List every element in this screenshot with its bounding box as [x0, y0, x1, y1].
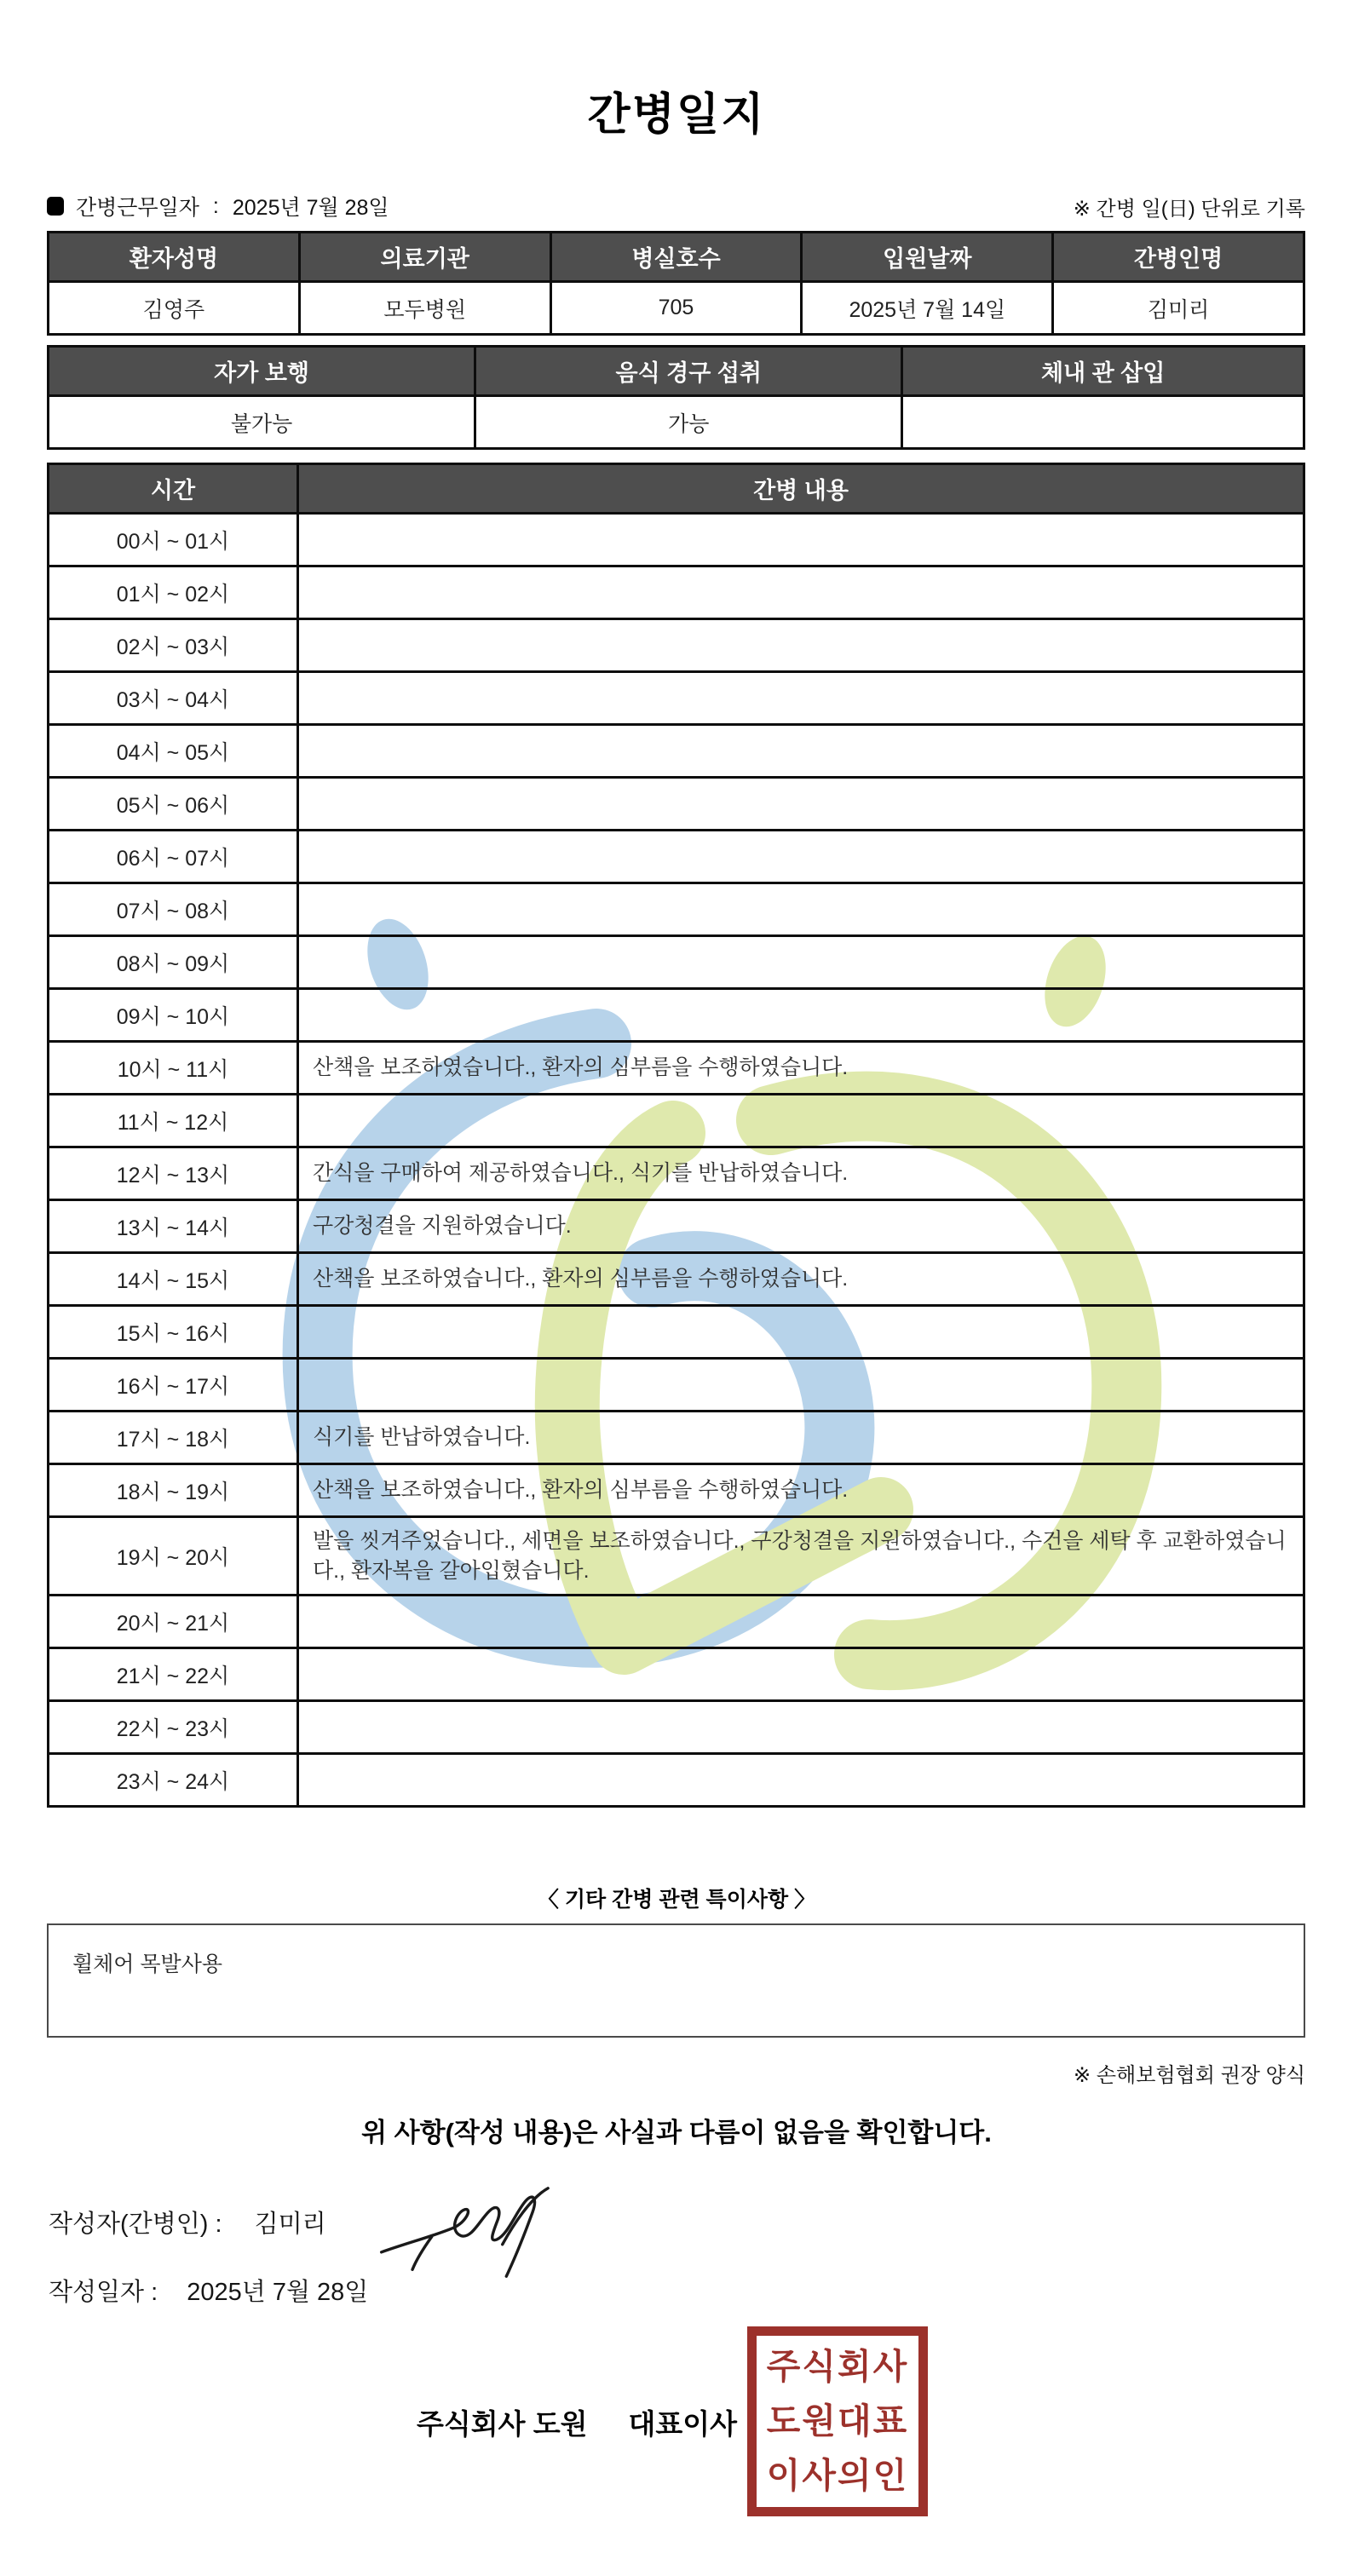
schedule-content-cell: 산책을 보조하였습니다., 환자의 심부름을 수행하였습니다. — [298, 1464, 1304, 1517]
schedule-content-cell: 발을 씻겨주었습니다., 세면을 보조하였습니다., 구강청결을 지원하였습니다., 수건을 세탁 후 교환하였습니다., 환자복을 갈아입혔습니다. — [298, 1517, 1304, 1596]
schedule-content-cell — [298, 831, 1304, 883]
header-oral-intake: 음식 경구 섭취 — [475, 347, 902, 396]
notes-title: 〈 기타 간병 관련 특이사항 〉 — [537, 1888, 816, 1912]
patient-value-row — [49, 282, 1304, 335]
schedule-time-cell: 11시 ~ 12시 — [49, 1095, 298, 1147]
schedule-row — [49, 831, 1304, 883]
square-bullet-icon — [47, 197, 64, 216]
schedule-time-cell: 00시 ~ 01시 — [49, 514, 298, 566]
page-title: 간병일지 — [587, 90, 766, 140]
header-tube-insertion: 체내 관 삽입 — [902, 347, 1304, 396]
schedule-table — [47, 463, 1305, 1808]
schedule-row — [49, 1359, 1304, 1412]
schedule-time-cell: 17시 ~ 18시 — [49, 1412, 298, 1464]
schedule-row — [49, 1754, 1304, 1807]
schedule-row — [49, 619, 1304, 672]
company-name: 주식회사 도원 — [417, 2408, 588, 2440]
value-patient-name: 김영주 — [49, 282, 300, 335]
schedule-content-cell — [298, 725, 1304, 778]
schedule-row — [49, 1306, 1304, 1359]
header-patient-name: 환자성명 — [49, 233, 300, 282]
schedule-content-cell — [298, 1754, 1304, 1807]
patient-info-table — [47, 231, 1305, 336]
form-note: ※ 손해보험협회 권장 양식 — [1074, 2064, 1305, 2087]
schedule-row — [49, 989, 1304, 1042]
schedule-time-cell: 10시 ~ 11시 — [49, 1042, 298, 1095]
work-date-separator: : — [212, 193, 219, 218]
schedule-time-cell: 19시 ~ 20시 — [49, 1517, 298, 1596]
schedule-content-cell — [298, 1306, 1304, 1359]
schedule-content-cell — [298, 883, 1304, 936]
schedule-time-cell: 23시 ~ 24시 — [49, 1754, 298, 1807]
schedule-time-cell: 20시 ~ 21시 — [49, 1596, 298, 1648]
schedule-time-cell: 02시 ~ 03시 — [49, 619, 298, 672]
work-date-line — [47, 191, 389, 221]
schedule-content-cell — [298, 1359, 1304, 1412]
signature-mark — [372, 2182, 573, 2289]
schedule-time-cell: 22시 ~ 23시 — [49, 1701, 298, 1754]
schedule-row — [49, 1596, 1304, 1648]
schedule-row — [49, 1200, 1304, 1253]
schedule-content-cell — [298, 672, 1304, 725]
schedule-row — [49, 514, 1304, 566]
schedule-content-cell: 산책을 보조하였습니다., 환자의 심부름을 수행하였습니다. — [298, 1042, 1304, 1095]
schedule-content-cell — [298, 778, 1304, 831]
header-room-number: 병실호수 — [550, 233, 802, 282]
schedule-content-cell — [298, 989, 1304, 1042]
schedule-time-cell: 16시 ~ 17시 — [49, 1359, 298, 1412]
schedule-content-cell — [298, 1648, 1304, 1701]
value-caregiver-name: 김미리 — [1053, 282, 1304, 335]
schedule-time-cell: 12시 ~ 13시 — [49, 1147, 298, 1200]
schedule-time-cell: 13시 ~ 14시 — [49, 1200, 298, 1253]
schedule-content-cell: 구강청결을 지원하였습니다. — [298, 1200, 1304, 1253]
schedule-time-cell: 03시 ~ 04시 — [49, 672, 298, 725]
schedule-content-cell — [298, 936, 1304, 989]
schedule-content-cell — [298, 1701, 1304, 1754]
value-tube-insertion — [902, 396, 1304, 449]
schedule-row — [49, 936, 1304, 989]
schedule-content-cell — [298, 566, 1304, 619]
schedule-content-cell — [298, 514, 1304, 566]
schedule-row — [49, 1147, 1304, 1200]
schedule-time-cell: 18시 ~ 19시 — [49, 1464, 298, 1517]
patient-header-row — [49, 233, 1304, 282]
header-care-content: 간병 내용 — [298, 464, 1304, 514]
work-date-value: 2025년 7월 28일 — [232, 196, 389, 220]
schedule-time-cell: 14시 ~ 15시 — [49, 1253, 298, 1306]
schedule-time-cell: 07시 ~ 08시 — [49, 883, 298, 936]
stamp-line: 도원대표 — [766, 2401, 909, 2441]
schedule-row — [49, 1253, 1304, 1306]
schedule-body — [49, 514, 1304, 1807]
schedule-row — [49, 566, 1304, 619]
schedule-time-cell: 05시 ~ 06시 — [49, 778, 298, 831]
schedule-row — [49, 1095, 1304, 1147]
header-caregiver-name: 간병인명 — [1053, 233, 1304, 282]
schedule-time-cell: 01시 ~ 02시 — [49, 566, 298, 619]
company-title: 대표이사 — [628, 2408, 737, 2440]
schedule-row — [49, 1701, 1304, 1754]
corporate-seal-stamp — [747, 2326, 928, 2516]
header-medical-institution: 의료기관 — [299, 233, 550, 282]
header-self-walking: 자가 보행 — [49, 347, 475, 396]
schedule-time-cell: 09시 ~ 10시 — [49, 989, 298, 1042]
schedule-content-cell: 산책을 보조하였습니다., 환자의 심부름을 수행하였습니다. — [298, 1253, 1304, 1306]
schedule-content-cell: 간식을 구매하여 제공하였습니다., 식기를 반납하였습니다. — [298, 1147, 1304, 1200]
schedule-row — [49, 725, 1304, 778]
date-line — [49, 2273, 368, 2308]
schedule-row — [49, 1042, 1304, 1095]
schedule-content-cell — [298, 1095, 1304, 1147]
schedule-content-cell: 식기를 반납하였습니다. — [298, 1412, 1304, 1464]
notes-value: 휠체어 목발사용 — [72, 1952, 222, 1976]
date-value: 2025년 7월 28일 — [187, 2279, 369, 2306]
schedule-content-cell — [298, 1596, 1304, 1648]
notes-box — [47, 1923, 1305, 2038]
schedule-header-row — [49, 464, 1304, 514]
patient-status-table — [47, 345, 1305, 450]
schedule-row — [49, 883, 1304, 936]
author-label: 작성자(간병인) : — [49, 2211, 222, 2238]
stamp-line: 이사의인 — [766, 2456, 909, 2496]
header-time: 시간 — [49, 464, 298, 514]
schedule-row — [49, 1412, 1304, 1464]
schedule-row — [49, 1517, 1304, 1596]
value-room-number: 705 — [550, 282, 802, 335]
status-value-row — [49, 396, 1304, 449]
author-line — [49, 2205, 326, 2240]
value-admission-date: 2025년 7월 14일 — [802, 282, 1053, 335]
stamp-line: 주식회사 — [766, 2346, 909, 2386]
schedule-time-cell: 04시 ~ 05시 — [49, 725, 298, 778]
unit-note: ※ 간병 일(日) 단위로 기록 — [1073, 197, 1305, 221]
schedule-time-cell: 06시 ~ 07시 — [49, 831, 298, 883]
meta-row — [47, 191, 1305, 221]
work-date-label: 간병근무일자 — [76, 196, 199, 220]
author-name: 김미리 — [254, 2211, 326, 2238]
schedule-content-cell — [298, 619, 1304, 672]
date-label: 작성일자 : — [49, 2279, 158, 2306]
value-self-walking: 불가능 — [49, 396, 475, 449]
value-oral-intake: 가능 — [475, 396, 902, 449]
value-medical-institution: 모두병원 — [299, 282, 550, 335]
confirmation-statement: 위 사항(작성 내용)은 사실과 다름이 없음을 확인합니다. — [361, 2118, 992, 2148]
schedule-time-cell: 08시 ~ 09시 — [49, 936, 298, 989]
schedule-row — [49, 1648, 1304, 1701]
status-header-row — [49, 347, 1304, 396]
schedule-time-cell: 15시 ~ 16시 — [49, 1306, 298, 1359]
schedule-time-cell: 21시 ~ 22시 — [49, 1648, 298, 1701]
schedule-row — [49, 778, 1304, 831]
schedule-row — [49, 1464, 1304, 1517]
schedule-row — [49, 672, 1304, 725]
header-admission-date: 입원날짜 — [802, 233, 1053, 282]
